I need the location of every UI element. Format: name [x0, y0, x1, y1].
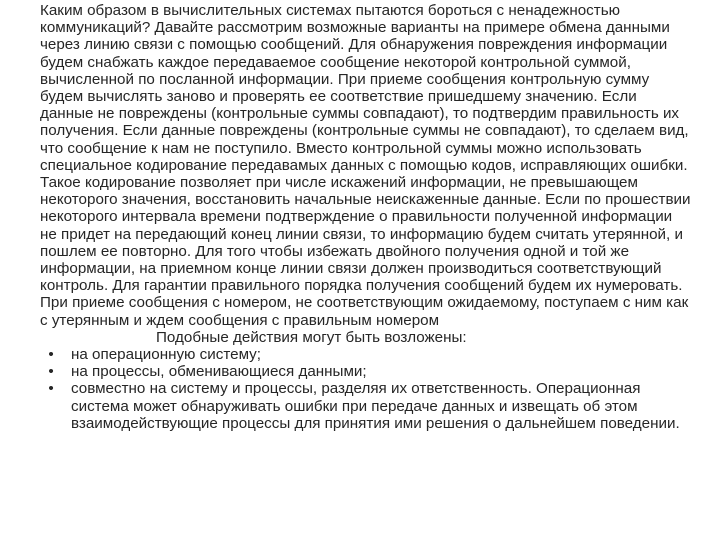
- bullet-list: [40, 346, 692, 432]
- list-item: [40, 380, 692, 432]
- list-item: [40, 363, 692, 380]
- bullet-icon: •: [48, 380, 54, 398]
- list-item: [40, 346, 692, 363]
- list-item-text: на операционную систему;: [71, 346, 261, 364]
- bullet-icon: •: [48, 363, 54, 381]
- bullet-icon: •: [48, 346, 54, 364]
- list-heading: Подобные действия могут быть возложены:: [156, 328, 467, 346]
- body-paragraph: Каким образом в вычислительных системах пытаются бороться с ненадежностью коммуникаций? Давайте рассмотрим возможные варианты на примере обмена данными через линию связи с помощью сообщений. Для обнаружения повреждения информации будем снабжать каждое передаваемое сообщение некоторой контрольной суммой, вычисленной по посланной информации. При приеме сообщения контрольную сумму будем вычислять заново и проверять ее соответствие пришедшему значению. Если данные не повреждены (контрольные суммы совпадают), то подтвердим правильность их получения. Если данные повреждены (контрольные суммы не совпадают), то сделаем вид, что сообщение к нам не поступило. Вместо контрольной суммы можно использовать специальное кодирование передавамых данных с помощью кодов, исправляющих ошибки. Такое кодирование позволяет при числе искажений информации, не превышающем некоторого значения, восстановить начальные неискаженные данные. Если по прошествии некоторого интервала времени подтверждение о правильности полученной информации не придет на передающий конец линии связи, то информацию будем считать утерянной, и пошлем ее повторно. Для того чтобы избежать двойного получения одной и той же информации, на приемном конце линии связи должен производиться соответствующий контроль. Для гарантии правильного порядка получения сообщений будем их нумеровать. При приеме сообщения с номером, не соответствующим ожидаемому, поступаем с ним как с утерянным и ждем сообщения с правильным номером: [40, 2, 691, 329]
- list-item-text: совместно на систему и процессы, разделяя их ответственность. Операционная система может обнаруживать ошибки при передаче данных и извещать об этом взаимодействующие процессы для принятия ими решения о дальнейшем поведении.: [71, 380, 680, 432]
- list-item-text: на процессы, обменивающиеся данными;: [71, 363, 367, 381]
